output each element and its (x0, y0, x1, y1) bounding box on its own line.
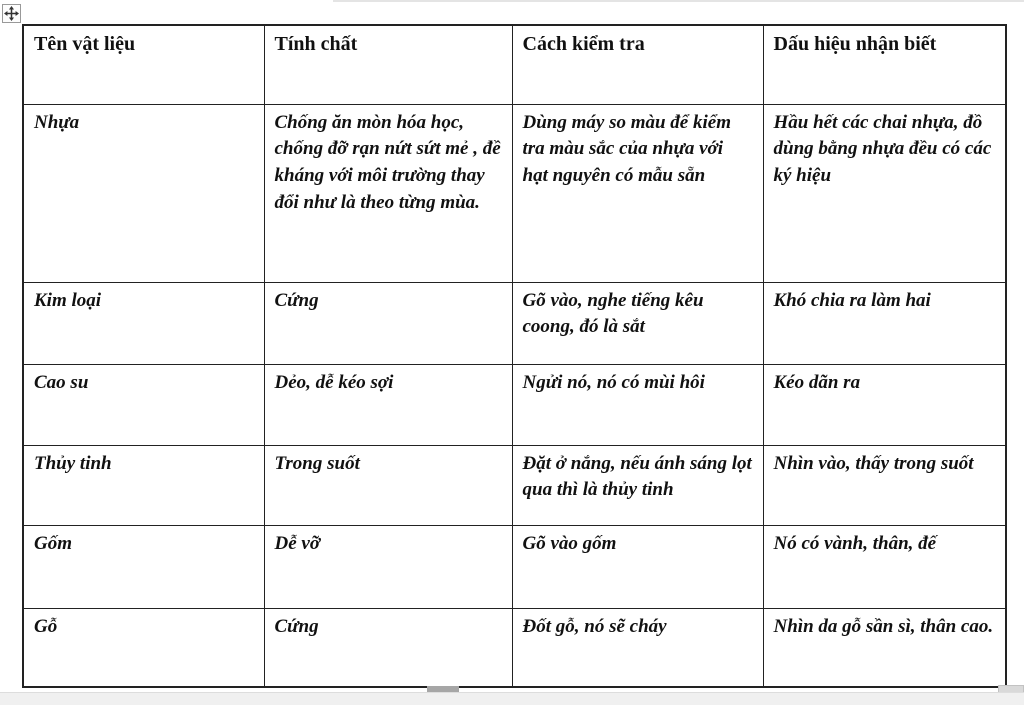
cell-identification[interactable]: Kéo dãn ra (763, 364, 1006, 445)
table-row-plastic (23, 104, 1006, 282)
cell-material-name[interactable]: Gốm (23, 525, 264, 608)
cell-test-method[interactable]: Dùng máy so màu để kiểm tra màu sắc của nhựa với hạt nguyên có mẫu sẵn (512, 104, 763, 282)
cell-test-method[interactable]: Gõ vào gốm (512, 525, 763, 608)
table-row-metal (23, 282, 1006, 364)
cell-test-method[interactable]: Đốt gỗ, nó sẽ cháy (512, 608, 763, 687)
cell-property[interactable]: Dẻo, dễ kéo sợi (264, 364, 512, 445)
table-row-ceramic (23, 525, 1006, 608)
materials-table (22, 24, 1007, 688)
cell-identification[interactable]: Nhìn da gỗ sần sì, thân cao. (763, 608, 1006, 687)
cell-material-name[interactable]: Thủy tinh (23, 445, 264, 525)
cell-test-method[interactable]: Gõ vào, nghe tiếng kêu coong, đó là sắt (512, 282, 763, 364)
header-cell-identification[interactable]: Dấu hiệu nhận biết (763, 25, 1006, 104)
cell-property[interactable]: Cứng (264, 608, 512, 687)
table-move-handle[interactable] (2, 4, 21, 23)
cell-material-name[interactable]: Gỗ (23, 608, 264, 687)
table-row-wood (23, 608, 1006, 687)
cell-material-name[interactable]: Cao su (23, 364, 264, 445)
cell-material-name[interactable]: Kim loại (23, 282, 264, 364)
header-cell-test-method[interactable]: Cách kiểm tra (512, 25, 763, 104)
cell-property[interactable]: Dễ vỡ (264, 525, 512, 608)
cell-test-method[interactable]: Đặt ở nắng, nếu ánh sáng lọt qua thì là thủy tinh (512, 445, 763, 525)
table-row-rubber (23, 364, 1006, 445)
cell-material-name[interactable]: Nhựa (23, 104, 264, 282)
cell-test-method[interactable]: Ngửi nó, nó có mùi hôi (512, 364, 763, 445)
cell-identification[interactable]: Nó có vành, thân, đế (763, 525, 1006, 608)
cell-identification[interactable]: Nhìn vào, thấy trong suốt (763, 445, 1006, 525)
bottom-gray-strip (0, 692, 1024, 705)
header-cell-property[interactable]: Tính chất (264, 25, 512, 104)
top-edge-artifact-line (333, 0, 1024, 2)
table-row-glass (23, 445, 1006, 525)
cell-identification[interactable]: Hầu hết các chai nhựa, đồ dùng bằng nhựa đều có các ký hiệu (763, 104, 1006, 282)
cell-property[interactable]: Trong suốt (264, 445, 512, 525)
header-cell-material-name[interactable]: Tên vật liệu (23, 25, 264, 104)
move-arrows-icon (4, 6, 19, 21)
header-row (23, 25, 1006, 104)
cell-property[interactable]: Chống ăn mòn hóa học, chống đỡ rạn nứt sứt mẻ , đề kháng với môi trường thay đổi như là theo từng mùa. (264, 104, 512, 282)
cell-identification[interactable]: Khó chia ra làm hai (763, 282, 1006, 364)
cell-property[interactable]: Cứng (264, 282, 512, 364)
